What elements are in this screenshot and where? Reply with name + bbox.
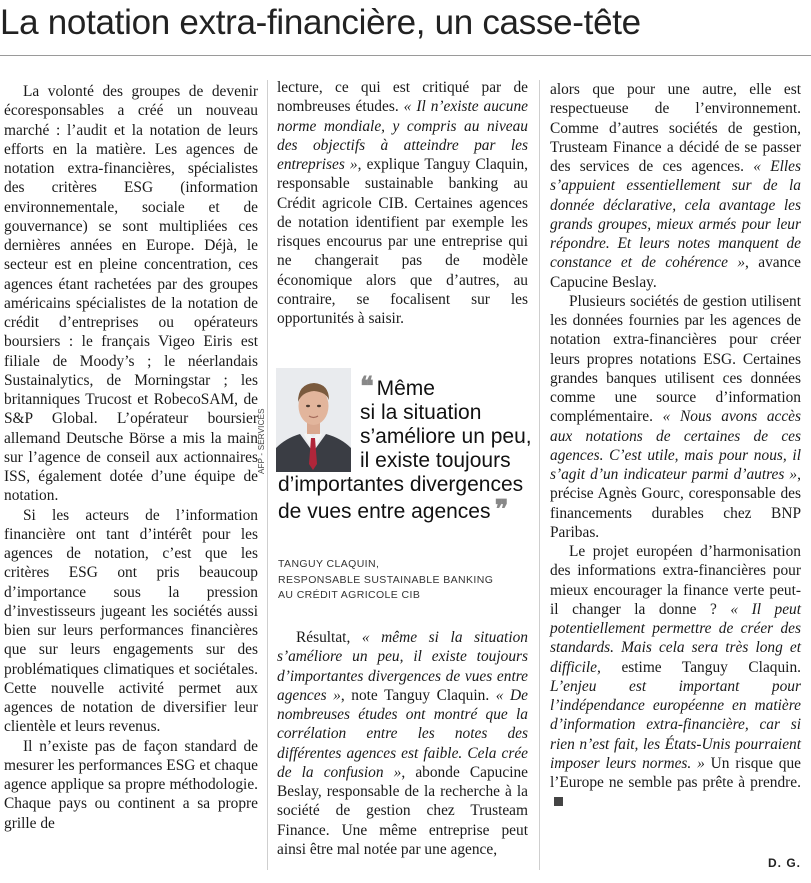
text-run: Le projet européen d’harmonisation des informations extra-financières pour mieux encourager la finance verte peut-il changer la donne ? [550,543,801,618]
text-run: Plusieurs sociétés de gestion utilisent les données fournies par les agences de notation extra-financières pour créer leurs propres notations ESG. Certaines grandes banques utilisent ces données comme une source d’information complémentaire. [550,292,801,426]
column-divider [539,80,540,870]
text-run: , avance Capucine Beslay. [550,254,801,291]
author-signature: D. G. [767,856,801,870]
quote-text-part: si la situation s’améliore un peu, il existe toujours d’importantes divergences de vues entre agences [278,401,532,523]
paragraph: La volonté des groupes de devenir écoresponsables a créé un nouveau marché : l’audit et la notation de leurs efforts en la matière. Les agences de notation extra-financières, spécialistes des critères ESG (information environnementale, sociale et de gouvernance) se sont multipliées ces dernières années en Europe. Déjà, le secteur est en pleine concentration, ces agences étant rachetées par des groupes américains spécialistes de la notation de crédit d’entreprises ou opérateurs boursiers : le français Vigeo Eiris est filiale de Moody’s ; le néerlandais Sustainalytics, de Morningstar ; les britanniques Trucost et RobecoSAM, de S&P Global. L’opérateur boursier allemand Deutsche Börse a mis la main sur l’agence de conseil aux actionnaires ISS, également dotée d’une équipe de notation. [4,83,258,505]
quote-run: L’enjeu est important pour l’indépendance européenne en matière d’information extra-financière, car si rien n’est fait, les États-Unis pourraient imposer leurs normes. » [550,677,801,772]
quote-text-part: Même [376,377,435,400]
text-run: , note Tanguy Claquin. [340,686,496,704]
text-run: estime Tanguy Claquin. [600,658,801,676]
paragraph [550,292,801,542]
quote-attribution [278,557,538,604]
quote-run: « De nombreuses études ont montré que la corrélation entre les notes des différentes agences est faible. Cela crée de la confusion » [277,686,528,781]
article-column-2-continued [277,628,528,859]
paragraph: Si les acteurs de l’information financière ont tant d’intérêt pour les agences de notation, c’est que les critères ESG ont pris beaucoup d’importance sous la pression d’investisseurs jugeant les sociétés aussi bien sur leurs performances financières que sur leurs engagements sur des problématiques climatiques et sociétales. Cette nouvelle activité permet aux agences de notation de diversifier leur clientèle et leurs revenus. [4,506,258,736]
paragraph [550,542,801,812]
pull-quote-text [278,371,538,524]
paragraph [277,628,528,859]
quote-run: « même si la situation s’améliore un peu, il existe toujours d’importantes divergences de vues entre agences » [277,629,528,704]
paragraph: Il n’existe pas de façon standard de mesurer les performances ESG et chaque agence applique sa propre méthodologie. Chaque pays ou continent a sa propre grille de [4,737,258,832]
pull-quote [257,362,537,614]
text-run: alors que pour une autre, elle est respectueuse de l’environnement. Comme d’autres sociétés de gestion, Trusteam Finance a décidé de se passer des services de ces agences. [550,81,801,175]
article-column-2 [277,78,528,328]
headline-rule [0,55,811,56]
text-run: , précise Agnès Gourc, coresponsable des financements durables chez BNP Paribas. [550,466,801,541]
open-quote-mark: ❛❛ [360,371,371,401]
paragraph [550,80,801,292]
attribution-title: RESPONSABLE SUSTAINABLE BANKING [278,573,494,586]
quote-run: « Elles s’appuient essentiellement sur de la donnée déclarative, cela avantage les grands groupes, mieux armés pour leur répondre. Et leurs notes manquent de constance et de cohérence » [550,158,801,272]
article-headline: La notation extra-financière, un casse-tête [0,3,641,42]
quote-run: « Il peut potentiellement permettre de créer des standards. Mais cela sera très long et difficile, [550,600,801,676]
text-run: lecture, ce qui est critiqué par de nombreuses études. [277,79,528,116]
photo-credit: AFP - SERVICES [257,408,266,474]
article-column-1 [4,82,258,833]
quote-run: « Nous avons accès aux notations de certaines de ces agences. C’est utile, mais pour nous, il s’agit d’un indicateur parmi d’autres » [550,408,801,483]
attribution-company: AU CRÉDIT AGRICOLE CIB [278,589,421,601]
text-run: Un risque que l’Europe ne semble pas prête à prendre. [550,754,801,791]
text-run: Résultat, [296,629,362,646]
quote-run: « Il n’existe aucune norme mondiale, y compris au niveau des objectifs à atteindre par les entreprises » [277,98,528,173]
quote-text-body [278,401,538,524]
close-quote-mark: ❜❜ [490,494,506,524]
article-column-3 [550,80,801,812]
paragraph [277,78,528,328]
end-of-article-mark [554,797,563,806]
text-run: , abonde Capucine Beslay, responsable de la recherche à la société de gestion chez Trusteam Finance. Une même entreprise peut ainsi être mal notée par une agence, [277,763,529,858]
attribution-name: TANGUY CLAQUIN, [278,558,380,570]
text-run: , explique Tanguy Claquin, responsable sustainable banking au Crédit agricole CIB. Certaines agences de notation identifient par exemple les risques encourus par une entreprise qui ne changerait pas de modèle économique alors que d’autres, au contraire, se focalisent sur les opportunités à saisir. [277,156,528,327]
